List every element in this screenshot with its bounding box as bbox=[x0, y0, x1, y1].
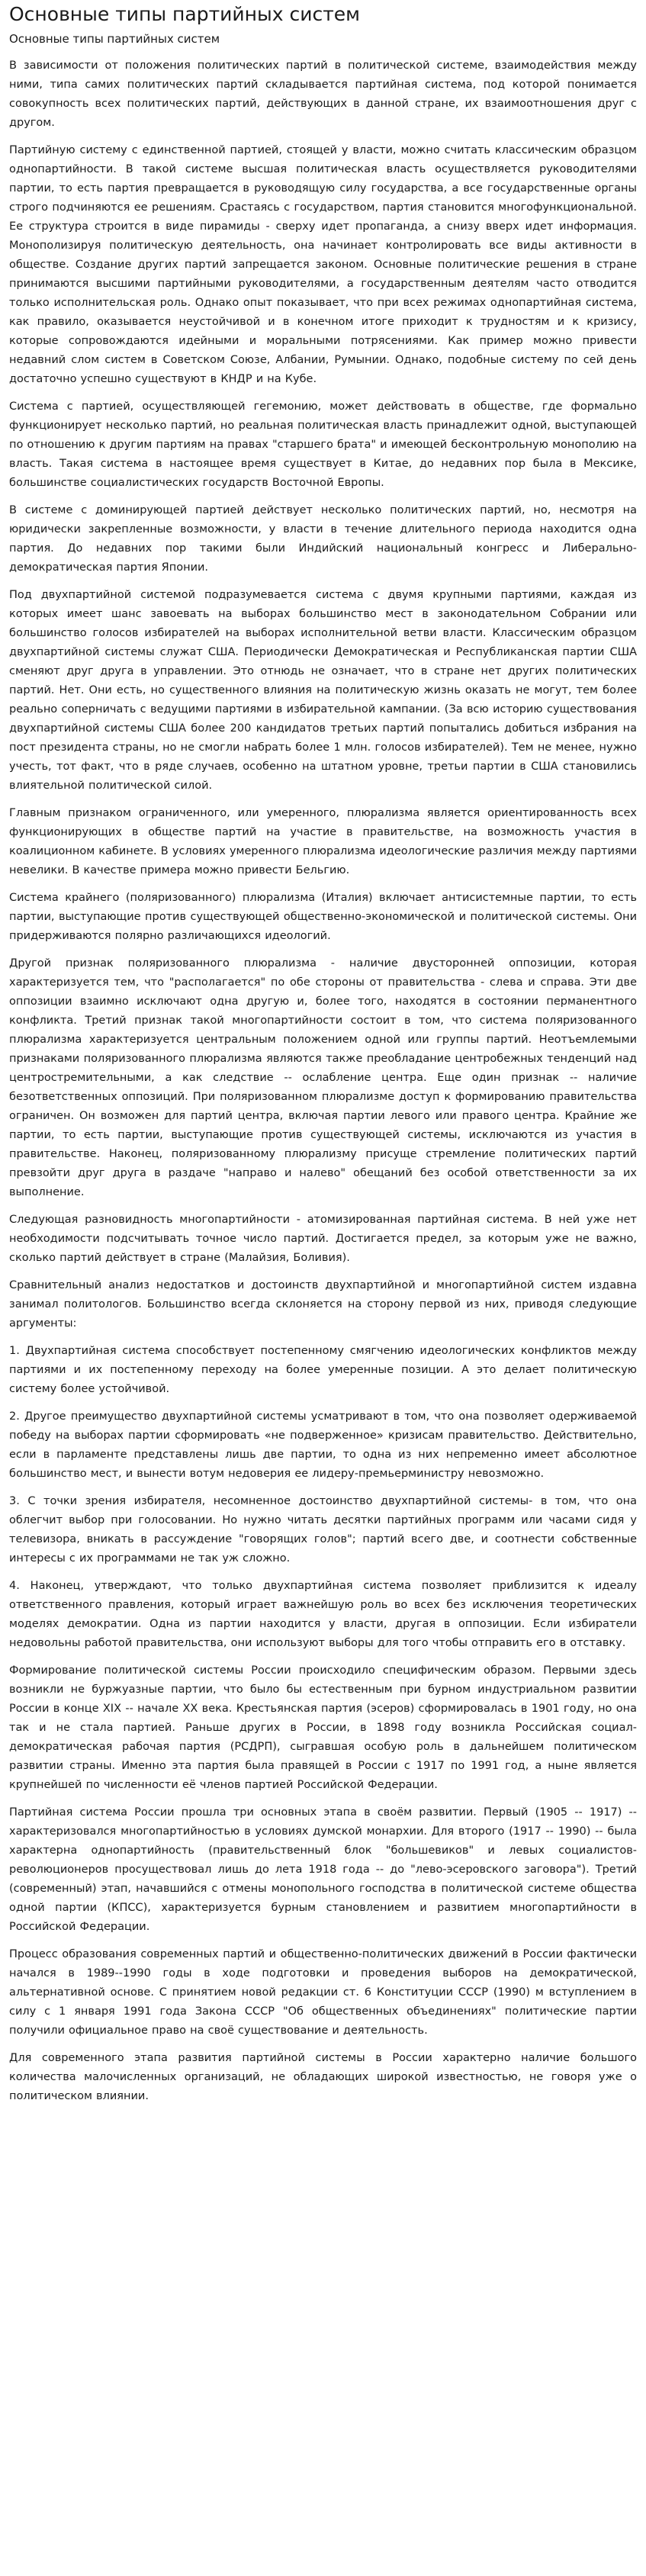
paragraph: Система с партией, осуществляющей гегемонию, может действовать в обществе, где формально функционирует несколько партий, но реальная политическая власть принадлежит одной, выступающей по отношению к другим партиям на правах "старшего брата" и имеющей бесконтрольную монополию на власть. Такая система в настоящее время существует в Китае, до недавних пор была в Мексике, большинстве социалистических государств Восточной Европы. bbox=[9, 400, 637, 489]
paragraph: Формирование политической системы России происходило специфическим образом. Первыми здесь возникли не буржуазные партии, что было бы естественным при бурном индустриальном развитии России в конце XIX -- начале XX века. Крестьянская партия (эсеров) сформировалась в 1901 году, но она так и не стала партией. Раньше других в России, в 1898 году возникла Российская социал-демократическая рабочая партия (РСДРП), сыгравшая особую роль в дальнейшем политическом развитии страны. Именно эта партия была правящей в России с 1917 по 1991 год, а ныне является крупнейшей по численности её членов партией Российской Федерации. bbox=[9, 1664, 637, 1791]
paragraph: Под двухпартийной системой подразумевается система с двумя крупными партиями, каждая из которых имеет шанс завоевать на выборах большинство мест в законодательном Собрании или большинство голосов избирателей на выборах исполнительной ветви власти. Классическим образцом двухпартийной системы служат США. Периодически Демократическая и Республиканская партии США сменяют друг друга в управлении. Это отнюдь не означает, что в стране нет других политических партий. Нет. Они есть, но существенного влияния на политическую жизнь оказать не могут, тем более реально соперничать с ведущими партиями в избирательной кампании. (За всю историю существования двухпартийной системы США более 200 кандидатов третьих партий попытались добиться избрания на пост президента страны, но не смогли набрать более 1 млн. голосов избирателей). Тем не менее, нужно учесть, тот факт, что в ряде случаев, особенно на штатном уровне, третьи партии в США становились влиятельной политической силой. bbox=[9, 589, 637, 792]
paragraph: Следующая разновидность многопартийности - атомизированная партийная система. В ней уже нет необходимости подсчитывать точное число партий. Достигается предел, за которым уже не важно, сколько партий действует в стране (Малайзия, Боливия). bbox=[9, 1214, 637, 1264]
paragraph: Другой признак поляризованного плюрализма - наличие двусторонней оппозиции, которая характеризуется тем, что "располагается" по обе стороны от правительства - слева и справа. Эти две оппозиции взаимно исключают одна другую и, более того, находятся в состоянии перманентного конфликта. Третий признак такой многопартийности состоит в том, что система поляризованного плюрализма характеризуется центральным положением одной или группы партий. Неотъемлемыми признаками поляризованного плюрализма являются также преобладание центробежных тенденций над центростремительными, а как следствие -- ослабление центра. Еще один признак -- наличие безответственных оппозиций. При поляризованном плюрализме доступ к формированию правительства ограничен. Он возможен для партий центра, включая партии левого или правого центра. Крайние же партии, то есть партии, выступающие против существующей системы, исключаются из участия в правительстве. Наконец, поляризованному плюрализму присуще стремление политических партий превзойти друг друга в раздаче "направо и налево" обещаний без особой ответственности за их выполнение. bbox=[9, 957, 637, 1198]
paragraph: Система крайнего (поляризованного) плюрализма (Италия) включает антисистемные партии, то есть партии, выступающие против существующей общественно-экономической и политической системы. Они придерживаются полярно различающихся идеологий. bbox=[9, 892, 637, 942]
paragraph: Сравнительный анализ недостатков и достоинств двухпартийной и многопартийной систем издавна занимал политологов. Большинство всегда склоняется на сторону первой из них, приводя следующие аргументы: bbox=[9, 1279, 637, 1330]
article-body bbox=[9, 56, 637, 2106]
paragraph: Партийную систему с единственной партией, стоящей у власти, можно считать классическим образцом однопартийности. В такой системе высшая политическая власть осуществляется руководителями партии, то есть партия превращается в руководящую силу государства, а все государственные органы строго подчиняются ее решениям. Срастаясь с государством, партия становится многофункциональной. Ее структура строится в виде пирамиды - сверху идет пропаганда, а снизу вверх идет информация. Монополизируя политическую деятельность, она начинает контролировать все виды активности в обществе. Создание других партий запрещается законом. Основные политические решения в стране принимаются высшими партийными руководителями, а государственным деятелям часто отводится только исполнительская роль. Однако опыт показывает, что при всех режимах однопартийная система, как правило, оказывается неустойчивой и в конечном итоге приходит к трудностям и к кризису, которые сопровождаются идейными и моральными потрясениями. Как пример можно привести недавний слом систем в Советском Союзе, Албании, Румынии. Однако, подобные систему по сей день достаточно успешно существуют в КНДР и на Кубе. bbox=[9, 144, 637, 385]
paragraph: В зависимости от положения политических партий в политической системе, взаимодействия между ними, типа самих политических партий складывается партийная система, под которой понимается совокупность всех политических партий, действующих в данной стране, их взаимоотношения друг с другом. bbox=[9, 59, 637, 129]
paragraph: 1. Двухпартийная система способствует постепенному смягчению идеологических конфликтов между партиями и их постепенному переходу на более умеренные позиции. А это делает политическую систему более устойчивой. bbox=[9, 1345, 637, 1395]
paragraph: Партийная система России прошла три основных этапа в своём развитии. Первый (1905 -- 1917) -- характеризовался многопартийностью в условиях думской монархии. Для второго (1917 -- 1990) -- была характерна однопартийность (правительственный блок "большевиков" и левых социалистов- революционеров просуществовал лишь до лета 1918 года -- до "лево-эсеровского заговора"). Третий (современный) этап, начавшийся с отмены монопольного господства в политической системе общества одной партии (КПСС), характеризуется бурным становлением и развитием многопартийности в Российской Федерации. bbox=[9, 1806, 637, 1933]
paragraph: Главным признаком ограниченного, или умеренного, плюрализма является ориентированность всех функционирующих в обществе партий на участие в правительстве, на возможность участия в коалиционном кабинете. В условиях умеренного плюрализма идеологические различия между партиями невелики. В качестве примера можно привести Бельгию. bbox=[9, 807, 637, 876]
paragraph: 3. С точки зрения избирателя, несомненное достоинство двухпартийной системы- в том, что она облегчит выбор при голосовании. Но нужно читать десятки партийных программ или часами сидя у телевизора, вникать в рассуждение "говорящих голов"; партий всего две, и соотнести собственные интересы с их программами не так уж сложно. bbox=[9, 1495, 637, 1565]
article-title: Основные типы партийных систем bbox=[9, 3, 361, 25]
article-subtitle: Основные типы партийных систем bbox=[9, 32, 220, 46]
paragraph: 4. Наконец, утверждают, что только двухпартийная система позволяет приблизится к идеалу ответственного правления, который играет важнейшую роль во всех без исключения теоретических моделях демократии. Одна из партии находится у власти, другая в оппозиции. Если избиратели недовольны работой правительства, они используют выборы для того чтобы отправить его в отставку. bbox=[9, 1580, 637, 1649]
paragraph: В системе с доминирующей партией действует несколько политических партий, но, несмотря на юридически закрепленные возможности, у власти в течение длительного периода находится одна партия. До недавних пор такими были Индийский национальный конгресс и Либерально-демократическая партия Японии. bbox=[9, 504, 637, 574]
paragraph: 2. Другое преимущество двухпартийной системы усматривают в том, что она позволяет одерживаемой победу на выборах партии сформировать «не подверженное» кризисам правительство. Действительно, если в парламенте представлены лишь две партии, то одна из них непременно имеет абсолютное большинство мест, и вынести вотум недоверия ее лидеру-премьерминистру невозможно. bbox=[9, 1410, 637, 1480]
paragraph: Процесс образования современных партий и общественно-политических движений в России фактически начался в 1989--1990 годы в ходе подготовки и проведения выборов на демократической, альтернативной основе. С принятием новой редакции ст. 6 Конституции СССР (1990) м вступлением в силу с 1 января 1991 года Закона СССР "Об общественных объединениях" политические партии получили официальное право на своё существование и деятельность. bbox=[9, 1948, 637, 2037]
paragraph: Для современного этапа развития партийной системы в России характерно наличие большого количества малочисленных организаций, не обладающих широкой известностью, не говоря уже о политическом влиянии. bbox=[9, 2052, 637, 2102]
